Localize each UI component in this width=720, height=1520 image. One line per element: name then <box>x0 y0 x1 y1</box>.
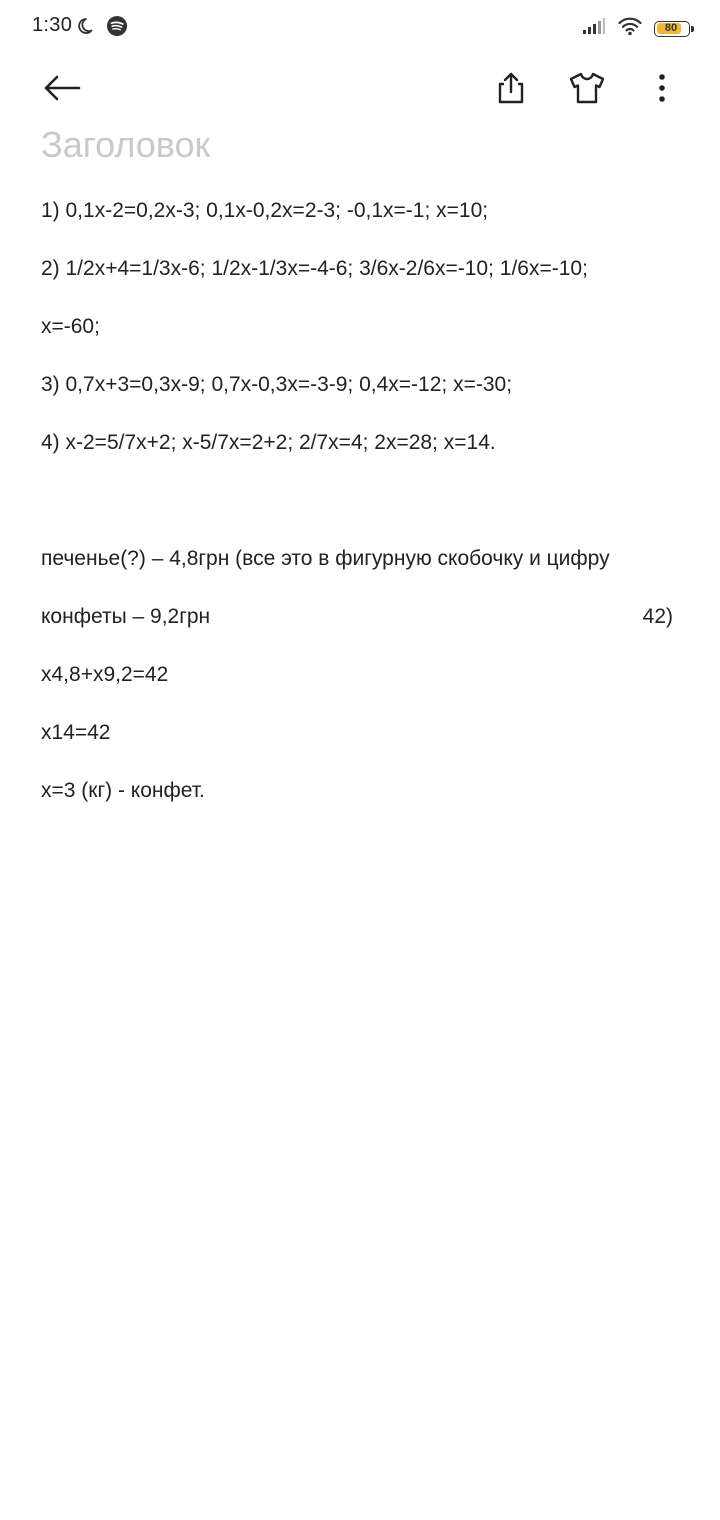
note-line: 1) 0,1x-2=0,2x-3; 0,1x-0,2x=2-3; -0,1x=-1; x=10; <box>41 199 489 222</box>
share-button[interactable] <box>487 66 535 114</box>
note-line-split <box>41 588 673 646</box>
note-line-left: конфеты – 9,2грн <box>41 605 211 628</box>
more-options-button[interactable] <box>638 66 686 114</box>
arrow-left-icon <box>42 68 82 113</box>
spotify-icon <box>106 15 128 42</box>
more-vertical-icon <box>656 72 668 109</box>
note-line: 2) 1/2x+4=1/3x-6; 1/2x-1/3x=-4-6; 3/6x-2/6x=-10; 1/6x=-10; <box>41 257 588 280</box>
battery-icon <box>654 21 690 37</box>
back-button[interactable] <box>38 66 86 114</box>
note-line: x=-60; <box>41 315 100 338</box>
note-line: печенье(?) – 4,8грн (все это в фигурную скобочку и цифру <box>41 547 610 570</box>
battery-level: 80 <box>664 21 678 34</box>
status-right-icons <box>582 16 690 41</box>
note-line-right: 42) <box>642 605 673 628</box>
note-title-field[interactable]: Заголовок <box>41 124 211 165</box>
note-body[interactable] <box>41 182 681 820</box>
share-icon <box>493 70 529 111</box>
note-line: 3) 0,7x+3=0,3x-9; 0,7x-0,3x=-3-9; 0,4x=-12; x=-30; <box>41 373 513 396</box>
note-line: x14=42 <box>41 721 111 744</box>
theme-button[interactable] <box>563 66 611 114</box>
note-line: 4) x-2=5/7x+2; x-5/7x=2+2; 2/7x=4; 2x=28; x=14. <box>41 431 496 454</box>
status-time: 1:30 <box>32 14 73 36</box>
note-line: x4,8+x9,2=42 <box>41 663 169 686</box>
moon-icon <box>78 16 98 41</box>
tshirt-icon <box>568 70 606 111</box>
signal-icon <box>582 17 606 40</box>
note-line: x=3 (кг) - конфет. <box>41 779 205 802</box>
wifi-icon <box>618 16 642 41</box>
battery-cap <box>691 26 694 32</box>
toolbar <box>0 62 720 118</box>
status-left-icons <box>78 15 128 42</box>
note-line-blank <box>41 472 681 530</box>
status-bar <box>0 0 720 56</box>
